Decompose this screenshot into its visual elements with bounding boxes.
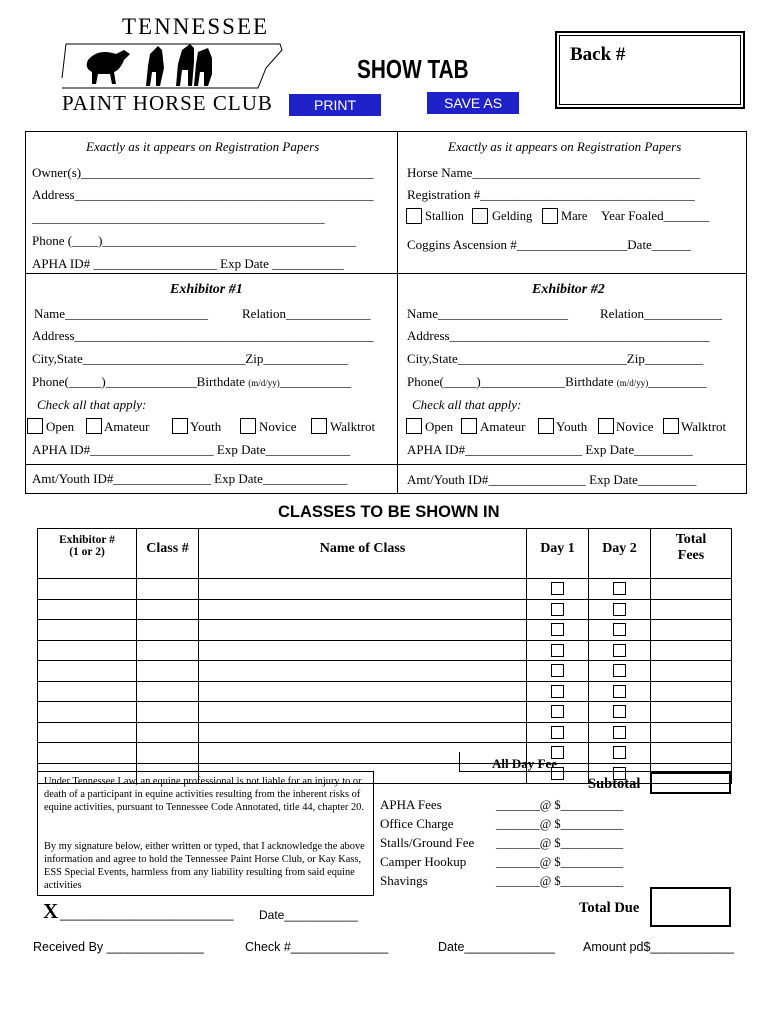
signature-date-field[interactable]: Date___________ bbox=[259, 908, 358, 922]
exhibitor1-city-field[interactable]: City,State_________________________Zip_____________ bbox=[32, 351, 348, 366]
exhibitor2-novice-label: Novice bbox=[616, 419, 654, 434]
class-name-cell[interactable] bbox=[199, 661, 527, 682]
class-row bbox=[38, 620, 732, 641]
subtotal-label: Subtotal bbox=[588, 776, 641, 792]
exhibitor1-apha-field[interactable]: APHA ID#___________________ Exp Date_____________ bbox=[32, 442, 351, 457]
exhibitor1-amt-field[interactable]: Amt/Youth ID#_______________ Exp Date_____________ bbox=[32, 471, 348, 486]
exhibitor2-check-all-label: Check all that apply: bbox=[412, 397, 522, 412]
class-row bbox=[38, 722, 732, 743]
day1-checkbox[interactable] bbox=[551, 603, 564, 616]
mare-checkbox[interactable] bbox=[542, 208, 558, 224]
gelding-label: Gelding bbox=[492, 209, 533, 223]
day1-checkbox[interactable] bbox=[551, 664, 564, 677]
fee-item-label: Camper Hookup bbox=[380, 854, 467, 869]
class-row bbox=[38, 599, 732, 620]
liability-acknowledgement: By my signature below, either written or typed, that I acknowledge the above information and agree to hold the Tennessee Paint Horse Club, or Kay Kass, ESS Special Events, harmless from any liability resulting from said equine activities bbox=[44, 841, 365, 891]
col-fees-label: Fees bbox=[677, 548, 705, 563]
registration-field[interactable]: Registration #_________________________________ bbox=[407, 187, 695, 202]
classes-table bbox=[37, 528, 732, 784]
total-due-label: Total Due bbox=[579, 900, 640, 916]
exhibitor2-amt-field[interactable]: Amt/Youth ID#_______________ Exp Date_________ bbox=[407, 472, 697, 487]
exhibitor1-phone-text: Phone(_____)______________Birthdate bbox=[32, 374, 246, 389]
exhibitor2-birth-line: _________ bbox=[648, 374, 707, 389]
day2-cell bbox=[589, 702, 651, 723]
class-number-cell[interactable] bbox=[137, 743, 199, 764]
day1-cell bbox=[527, 702, 589, 723]
day2-checkbox[interactable] bbox=[613, 746, 626, 759]
exhibitor1-youth-label: Youth bbox=[190, 419, 222, 434]
exhibitor2-relation-field[interactable]: Relation____________ bbox=[600, 306, 723, 321]
day2-checkbox[interactable] bbox=[613, 664, 626, 677]
class-name-cell[interactable] bbox=[199, 743, 527, 764]
exhibitor2-amateur-label: Amateur bbox=[480, 419, 526, 434]
total-fee-cell[interactable] bbox=[651, 620, 732, 641]
exhibitor-cell[interactable] bbox=[38, 702, 137, 723]
col-total-label: Total bbox=[675, 532, 707, 547]
exhibitor-cell[interactable] bbox=[38, 620, 137, 641]
exhibitor1-title: Exhibitor #1 bbox=[170, 282, 243, 297]
exhibitor1-address-field[interactable]: Address______________________________________________ bbox=[32, 328, 374, 343]
exhibitor1-open-label: Open bbox=[46, 419, 75, 434]
day1-cell bbox=[527, 579, 589, 600]
day2-cell bbox=[589, 722, 651, 743]
exhibitor1-walktrot-label: Walktrot bbox=[330, 419, 376, 434]
exhibitor1-youth-checkbox[interactable] bbox=[172, 418, 188, 434]
class-number-cell[interactable] bbox=[137, 579, 199, 600]
address-field[interactable]: Address______________________________________________ bbox=[32, 187, 374, 202]
class-row bbox=[38, 661, 732, 682]
exhibitor-cell[interactable] bbox=[38, 722, 137, 743]
mare-label: Mare bbox=[561, 209, 588, 223]
day1-checkbox[interactable] bbox=[551, 623, 564, 636]
day2-checkbox[interactable] bbox=[613, 623, 626, 636]
exhibitor-cell[interactable] bbox=[38, 579, 137, 600]
exhibitor-cell[interactable] bbox=[38, 681, 137, 702]
day2-cell bbox=[589, 743, 651, 764]
form-center-divider bbox=[397, 131, 398, 494]
day2-checkbox[interactable] bbox=[613, 603, 626, 616]
exhibitor2-amateur-checkbox[interactable] bbox=[461, 418, 477, 434]
col-day1-header: Day 1 bbox=[527, 529, 589, 579]
exhibitor1-novice-checkbox[interactable] bbox=[240, 418, 256, 434]
col-exhibitor-header bbox=[38, 529, 137, 579]
class-name-cell[interactable] bbox=[199, 579, 527, 600]
exhibitor2-address-field[interactable]: Address________________________________________ bbox=[407, 328, 710, 343]
exhibitor2-walktrot-label: Walktrot bbox=[681, 419, 727, 434]
col-name-header: Name of Class bbox=[199, 529, 527, 579]
class-row bbox=[38, 702, 732, 723]
class-number-cell[interactable] bbox=[137, 599, 199, 620]
horse-name-field[interactable]: Horse Name___________________________________ bbox=[407, 165, 700, 180]
class-name-cell[interactable] bbox=[199, 620, 527, 641]
subtotal-box[interactable] bbox=[650, 772, 731, 794]
coggins-field[interactable]: Coggins Ascension #_________________Date______ bbox=[407, 237, 691, 252]
amount-paid-field[interactable]: Amount pd$____________ bbox=[583, 940, 734, 954]
logo-title-top: TENNESSEE bbox=[122, 14, 270, 39]
day2-cell bbox=[589, 579, 651, 600]
class-name-cell[interactable] bbox=[199, 702, 527, 723]
exhibitor-cell[interactable] bbox=[38, 743, 137, 764]
day1-checkbox[interactable] bbox=[551, 582, 564, 595]
day1-checkbox[interactable] bbox=[551, 685, 564, 698]
total-fee-cell[interactable] bbox=[651, 640, 732, 661]
day1-cell bbox=[527, 599, 589, 620]
col-class-header: Class # bbox=[137, 529, 199, 579]
total-fee-cell[interactable] bbox=[651, 702, 732, 723]
day2-cell bbox=[589, 681, 651, 702]
total-fee-cell[interactable] bbox=[651, 722, 732, 743]
form-right-border bbox=[746, 131, 747, 494]
footer-date-field[interactable]: Date_____________ bbox=[438, 940, 555, 954]
exhibitor2-birth-format: (m/d/yy) bbox=[616, 378, 649, 388]
class-row bbox=[38, 681, 732, 702]
exhibitor2-name-field[interactable]: Name____________________ bbox=[407, 306, 569, 321]
address2-field[interactable]: _____________________________________________ bbox=[32, 210, 325, 225]
exhibitor2-apha-field[interactable]: APHA ID#__________________ Exp Date_________ bbox=[407, 442, 693, 457]
day1-checkbox[interactable] bbox=[551, 726, 564, 739]
stallion-checkbox[interactable] bbox=[406, 208, 422, 224]
class-row bbox=[38, 579, 732, 600]
exhibitor1-apha-underline bbox=[25, 464, 397, 465]
owners-field[interactable]: Owner(s)_____________________________________________ bbox=[32, 165, 374, 180]
class-row bbox=[38, 743, 732, 764]
fee-item-amount-field[interactable]: _______@ $__________ bbox=[496, 836, 624, 850]
apha-id-field[interactable]: APHA ID# ___________________ Exp Date ___________ bbox=[32, 256, 344, 271]
day1-cell bbox=[527, 681, 589, 702]
class-number-cell[interactable] bbox=[137, 722, 199, 743]
save-as-button[interactable]: SAVE AS bbox=[427, 92, 519, 114]
form-top-border bbox=[25, 131, 747, 132]
exhibitor1-name-field[interactable]: Name______________________ bbox=[34, 306, 209, 321]
signature-line[interactable]: ________________________ bbox=[60, 906, 234, 921]
exhibitor1-check-all-label: Check all that apply: bbox=[37, 397, 147, 412]
day2-cell bbox=[589, 599, 651, 620]
liability-top-border bbox=[37, 771, 373, 772]
day2-checkbox[interactable] bbox=[613, 705, 626, 718]
day2-cell bbox=[589, 640, 651, 661]
day1-checkbox[interactable] bbox=[551, 705, 564, 718]
exhibitor2-open-checkbox[interactable] bbox=[406, 418, 422, 434]
col-total-header bbox=[651, 529, 732, 579]
exhibitor1-birth-line: ___________ bbox=[279, 374, 352, 389]
exhibitor1-relation-field[interactable]: Relation_____________ bbox=[242, 306, 371, 321]
club-logo-image bbox=[58, 38, 284, 94]
exhibitor2-youth-checkbox[interactable] bbox=[538, 418, 554, 434]
fee-item-amount-field[interactable]: _______@ $__________ bbox=[496, 798, 624, 812]
classes-heading: CLASSES TO BE SHOWN IN bbox=[278, 503, 500, 521]
day2-checkbox[interactable] bbox=[613, 582, 626, 595]
class-number-cell[interactable] bbox=[137, 702, 199, 723]
day1-cell bbox=[527, 620, 589, 641]
exhibitor2-city-field[interactable]: City,State__________________________Zip_________ bbox=[407, 351, 704, 366]
received-by-field[interactable]: Received By ______________ bbox=[33, 940, 204, 954]
back-number-label: Back # bbox=[570, 44, 626, 65]
fee-item-label: APHA Fees bbox=[380, 797, 442, 812]
exhibitor-cell[interactable] bbox=[38, 599, 137, 620]
exhibitor1-open-checkbox[interactable] bbox=[27, 418, 43, 434]
day2-cell bbox=[589, 620, 651, 641]
col-day2-header: Day 2 bbox=[589, 529, 651, 579]
fee-item-label: Stalls/Ground Fee bbox=[380, 835, 475, 850]
exhibitor2-title: Exhibitor #2 bbox=[532, 282, 605, 297]
day1-cell bbox=[527, 640, 589, 661]
all-day-fee-label: All Day Fee bbox=[492, 756, 557, 771]
fee-item-label: Office Charge bbox=[380, 816, 454, 831]
fee-item-amount-field[interactable]: _______@ $__________ bbox=[496, 855, 624, 869]
exhibitor2-phone-text: Phone(_____)_____________Birthdate bbox=[407, 374, 614, 389]
day1-checkbox[interactable] bbox=[551, 644, 564, 657]
exhibitor-cell[interactable] bbox=[38, 661, 137, 682]
class-number-cell[interactable] bbox=[137, 640, 199, 661]
class-name-cell[interactable] bbox=[199, 640, 527, 661]
fee-item-amount-field[interactable]: _______@ $__________ bbox=[496, 874, 624, 888]
class-name-cell[interactable] bbox=[199, 681, 527, 702]
col-exhibitor-label: Exhibitor # bbox=[59, 534, 115, 546]
liability-bottom-border bbox=[37, 895, 374, 896]
year-foaled-field[interactable]: Year Foaled_______ bbox=[601, 208, 710, 223]
class-number-cell[interactable] bbox=[137, 661, 199, 682]
exhibitor2-phone-field[interactable] bbox=[407, 374, 707, 390]
form-bottom-border bbox=[25, 493, 747, 494]
class-number-cell[interactable] bbox=[137, 681, 199, 702]
total-fee-cell[interactable] bbox=[651, 599, 732, 620]
exhibitor1-amateur-checkbox[interactable] bbox=[86, 418, 102, 434]
exhibitor2-open-label: Open bbox=[425, 419, 454, 434]
page-title: SHOW TAB bbox=[357, 54, 469, 84]
logo-title-bottom: PAINT HORSE CLUB bbox=[62, 91, 273, 115]
check-number-field[interactable]: Check #______________ bbox=[245, 940, 389, 954]
exhibitor2-novice-checkbox[interactable] bbox=[598, 418, 614, 434]
fee-item-amount-field[interactable]: _______@ $__________ bbox=[496, 817, 624, 831]
liability-notice: Under Tennessee Law, an equine professional is not liable for an injury to or death of a participant in equine activities resulting from the inherent risks of equine activities, pursuant to Tennessee Code Annotated, title 44, chapter 20. bbox=[44, 776, 364, 813]
total-due-box[interactable] bbox=[650, 887, 731, 927]
day2-checkbox[interactable] bbox=[613, 726, 626, 739]
form-left-border bbox=[25, 131, 26, 494]
exhibitor1-birth-format: (m/d/yy) bbox=[248, 378, 280, 388]
total-fee-cell[interactable] bbox=[651, 579, 732, 600]
liability-left-border bbox=[37, 771, 38, 896]
class-name-cell[interactable] bbox=[199, 599, 527, 620]
all-day-fee-left-border bbox=[459, 752, 460, 772]
exhibitor1-amateur-label: Amateur bbox=[104, 419, 150, 434]
form-mid-divider bbox=[25, 273, 747, 274]
total-fee-cell[interactable] bbox=[651, 681, 732, 702]
liability-right-border bbox=[373, 771, 374, 896]
day2-cell bbox=[589, 661, 651, 682]
total-fee-cell[interactable] bbox=[651, 743, 732, 764]
exhibitor2-walktrot-checkbox[interactable] bbox=[663, 418, 679, 434]
exhibitor-cell[interactable] bbox=[38, 640, 137, 661]
class-number-cell[interactable] bbox=[137, 620, 199, 641]
stallion-label: Stallion bbox=[425, 209, 464, 223]
day1-cell bbox=[527, 661, 589, 682]
class-row bbox=[38, 640, 732, 661]
class-name-cell[interactable] bbox=[199, 722, 527, 743]
signature-x: X bbox=[43, 899, 59, 923]
exhibitor1-novice-label: Novice bbox=[259, 419, 297, 434]
exhibitor2-youth-label: Youth bbox=[556, 419, 588, 434]
gelding-checkbox[interactable] bbox=[472, 208, 488, 224]
horse-caption: Exactly as it appears on Registration Papers bbox=[448, 139, 682, 154]
total-fee-cell[interactable] bbox=[651, 661, 732, 682]
day2-checkbox[interactable] bbox=[613, 685, 626, 698]
owner-caption: Exactly as it appears on Registration Papers bbox=[86, 139, 320, 154]
print-button[interactable]: PRINT bbox=[289, 94, 381, 116]
fee-item-label: Shavings bbox=[380, 873, 428, 888]
phone-field[interactable]: Phone (____)_______________________________________ bbox=[32, 233, 356, 248]
day2-checkbox[interactable] bbox=[613, 644, 626, 657]
exhibitor1-walktrot-checkbox[interactable] bbox=[311, 418, 327, 434]
day1-cell bbox=[527, 722, 589, 743]
col-exhibitor-sublabel: (1 or 2) bbox=[69, 546, 105, 558]
exhibitor2-apha-underline bbox=[397, 464, 747, 465]
exhibitor1-phone-field[interactable] bbox=[32, 374, 351, 390]
